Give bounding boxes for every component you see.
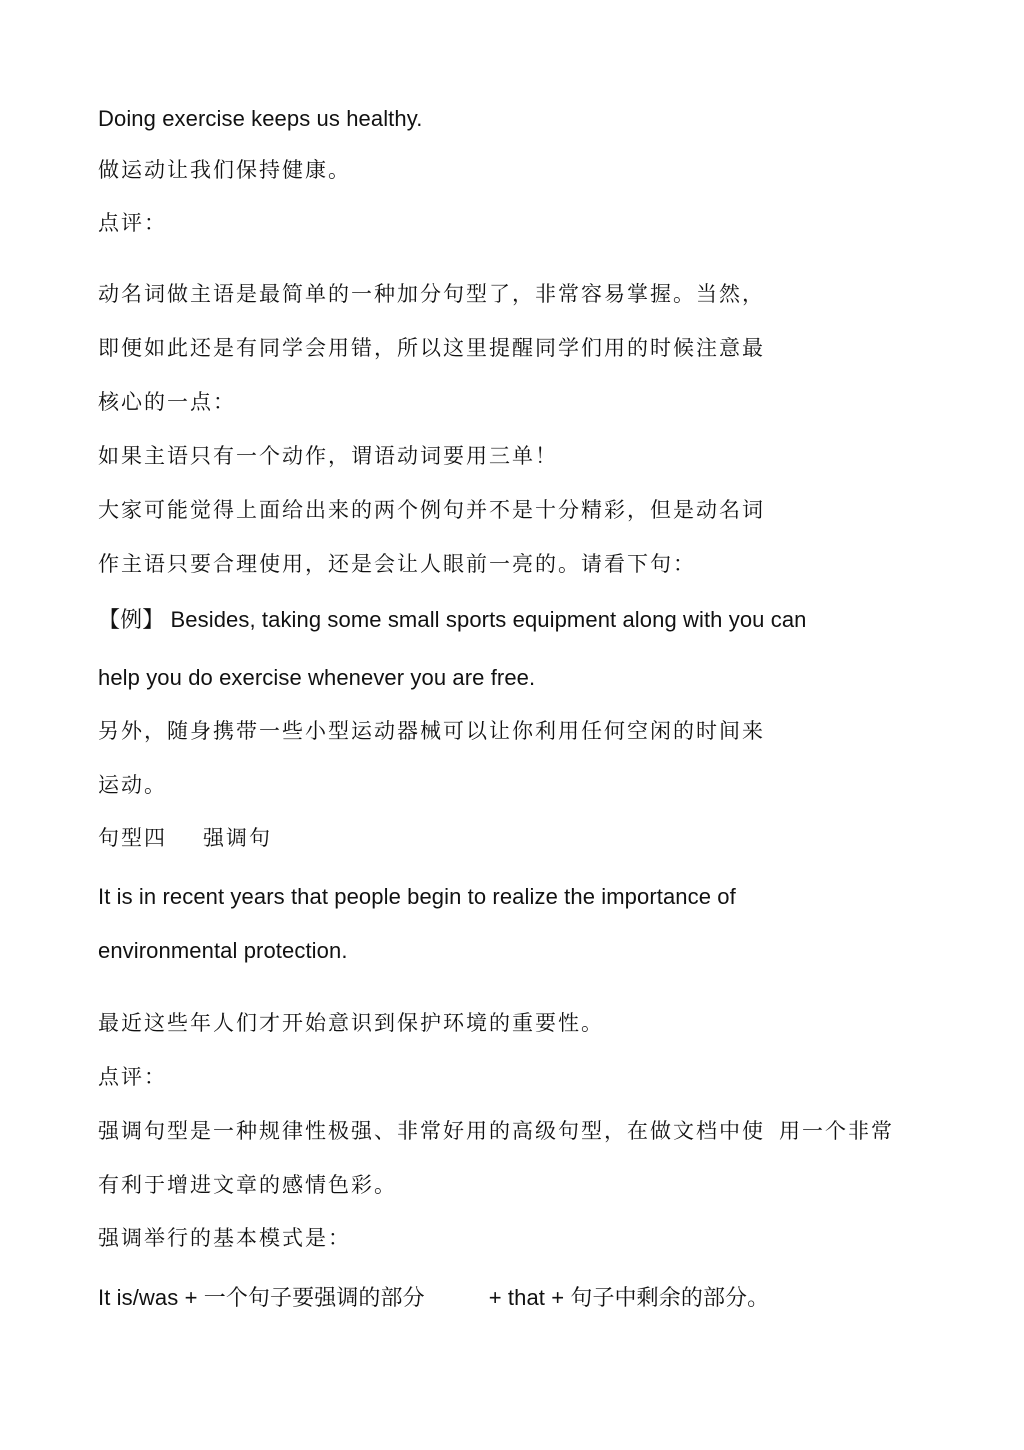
example-sentence-english: Doing exercise keeps us healthy. bbox=[98, 106, 423, 131]
comment-paragraph-line: 有利于增进文章的感情色彩。 bbox=[98, 1173, 397, 1197]
comment-paragraph-line bbox=[98, 1121, 894, 1142]
formula-part: It is/was + 一个句子要强调的部分 bbox=[98, 1285, 425, 1310]
example-english-line: 【例】 Besides, taking some small sports equipment along with you can bbox=[98, 607, 807, 632]
example-translation-line: 运动。 bbox=[98, 773, 167, 797]
emphasis-example-chinese: 最近这些年人们才开始意识到保护环境的重要性。 bbox=[98, 1011, 604, 1035]
paragraph-line: 作主语只要合理使用，还是会让人眼前一亮的。请看下句： bbox=[98, 552, 696, 576]
formula-part: + that + 句子中剩余的部分。 bbox=[488, 1285, 770, 1310]
comment-paragraph-line: 即便如此还是有同学会用错，所以这里提醒同学们用的时候注意最 bbox=[98, 336, 765, 360]
comment-label: 点评： bbox=[98, 1065, 167, 1089]
emphasis-formula bbox=[98, 1287, 769, 1309]
comment-paragraph-line: 动名词做主语是最简单的一种加分句型了，非常容易掌握。当然， bbox=[98, 282, 765, 306]
section-heading-title: 强调句 bbox=[203, 826, 272, 850]
rule-line: 如果主语只有一个动作，谓语动词要用三单！ bbox=[98, 444, 558, 468]
example-english-line: help you do exercise whenever you are free. bbox=[98, 665, 536, 690]
emphasis-example-english: environmental protection. bbox=[98, 938, 348, 963]
comment-paragraph-line: 核心的一点： bbox=[98, 390, 236, 414]
section-heading-number: 句型四 bbox=[98, 826, 167, 850]
comment-text: 强调句型是一种规律性极强、非常好用的高级句型，在做文档中使 bbox=[98, 1119, 765, 1143]
paragraph-line: 大家可能觉得上面给出来的两个例句并不是十分精彩，但是动名词 bbox=[98, 498, 765, 522]
comment-label: 点评： bbox=[98, 211, 167, 235]
pattern-intro: 强调举行的基本模式是： bbox=[98, 1226, 351, 1250]
comment-text: 用一个非常 bbox=[779, 1119, 894, 1143]
example-translation-line: 另外，随身携带一些小型运动器械可以让你利用任何空闲的时间来 bbox=[98, 719, 765, 743]
section-heading bbox=[98, 828, 272, 849]
emphasis-example-english: It is in recent years that people begin to realize the importance of bbox=[98, 884, 736, 909]
example-sentence-chinese: 做运动让我们保持健康。 bbox=[98, 158, 351, 182]
